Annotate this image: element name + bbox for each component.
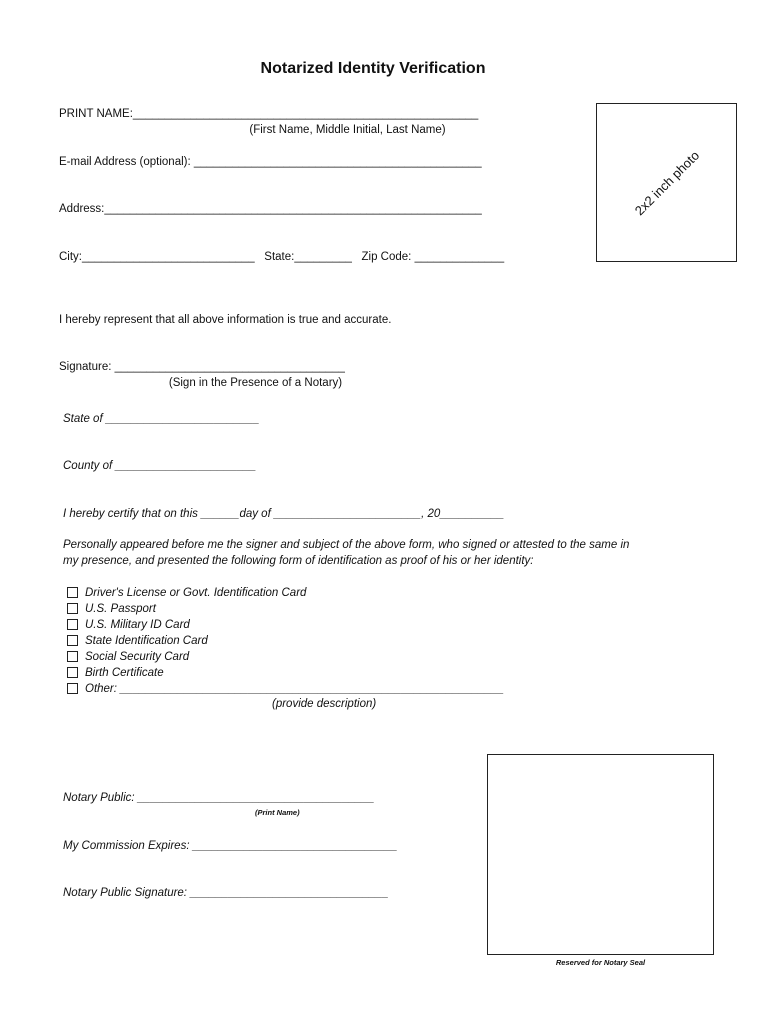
id-option-label: Social Security Card	[85, 650, 190, 663]
address-row	[59, 203, 482, 215]
id-option-passport[interactable]	[67, 601, 156, 616]
id-option-birth-certificate[interactable]	[67, 665, 164, 680]
address-label: Address:	[59, 203, 105, 215]
photo-label: 2x2 inch photo	[631, 147, 702, 218]
form-title: Notarized Identity Verification	[260, 60, 486, 77]
seal-caption: Reserved for Notary Seal	[555, 958, 646, 967]
zip-label: Zip Code:	[361, 251, 415, 263]
appeared-text-line1: Personally appeared before me the signer and subject of the above form, who signed or attested to the same in	[63, 539, 630, 551]
notary-signature-label: Notary Public Signature:	[63, 887, 191, 899]
id-option-label: Birth Certificate	[85, 666, 164, 679]
county-of-label: County of	[63, 460, 116, 472]
id-option-social-security[interactable]	[67, 649, 189, 664]
notary-signature-field[interactable]: _______________________________	[190, 887, 389, 899]
id-option-label: U.S. Military ID Card	[85, 618, 190, 631]
state-of-field[interactable]: ________________________	[105, 413, 260, 425]
commission-expires-field[interactable]: ________________________________	[192, 840, 398, 852]
checkbox[interactable]	[67, 619, 78, 630]
notary-print-name-hint: (Print Name)	[255, 808, 300, 817]
id-option-label: State Identification Card	[85, 634, 208, 647]
city-field[interactable]: ___________________________	[82, 251, 255, 263]
commission-expires-row	[63, 840, 397, 852]
email-label: E-mail Address (optional):	[59, 156, 194, 168]
city-state-zip-row	[59, 251, 504, 263]
print-name-label: PRINT NAME:	[59, 108, 133, 120]
id-option-drivers-license[interactable]	[67, 585, 306, 600]
checkbox[interactable]	[67, 667, 78, 678]
id-option-label: Other: ____________________________________________________________	[85, 682, 504, 695]
notary-public-row	[63, 792, 374, 804]
email-field[interactable]: _____________________________________________	[193, 156, 482, 168]
signature-hint: (Sign in the Presence of a Notary)	[168, 377, 343, 389]
notary-seal-box	[487, 754, 714, 955]
address-field[interactable]: ___________________________________________________________	[104, 203, 482, 215]
appeared-text-line2: my presence, and presented the following form of identification as proof of his or her identity:	[63, 555, 534, 567]
id-option-state-id[interactable]	[67, 633, 208, 648]
city-label: City:	[59, 251, 82, 263]
print-name-hint: (First Name, Middle Initial, Last Name)	[249, 124, 446, 136]
id-option-military-id[interactable]	[67, 617, 190, 632]
signature-field[interactable]: ____________________________________	[114, 361, 345, 373]
print-name-row	[59, 108, 478, 120]
checkbox[interactable]	[67, 683, 78, 694]
checkbox[interactable]	[67, 603, 78, 614]
state-of-row	[63, 413, 259, 425]
signature-label: Signature:	[59, 361, 115, 373]
checkbox[interactable]	[67, 635, 78, 646]
notary-public-label: Notary Public:	[63, 792, 138, 804]
provide-description-hint: (provide description)	[272, 698, 377, 710]
email-row	[59, 156, 482, 168]
signature-row	[59, 361, 345, 373]
id-option-label: U.S. Passport	[85, 602, 156, 615]
county-of-row	[63, 460, 256, 472]
id-option-other[interactable]	[67, 681, 504, 696]
id-option-label: Driver's License or Govt. Identification Card	[85, 586, 307, 599]
checkbox[interactable]	[67, 587, 78, 598]
print-name-field[interactable]: ______________________________________________________	[132, 108, 479, 120]
certify-line[interactable]: I hereby certify that on this ______day of _______________________, 20__________	[63, 508, 505, 520]
state-field[interactable]: _________	[294, 251, 352, 263]
notary-public-field[interactable]: _____________________________________	[137, 792, 375, 804]
county-of-field[interactable]: ______________________	[115, 460, 257, 472]
state-of-label: State of	[63, 413, 106, 425]
state-label: State:	[264, 251, 295, 263]
photo-box	[596, 103, 737, 262]
attestation-text: I hereby represent that all above information is true and accurate.	[59, 314, 392, 326]
notary-signature-row	[63, 887, 388, 899]
zip-field[interactable]: ______________	[414, 251, 505, 263]
commission-expires-label: My Commission Expires:	[63, 840, 193, 852]
checkbox[interactable]	[67, 651, 78, 662]
